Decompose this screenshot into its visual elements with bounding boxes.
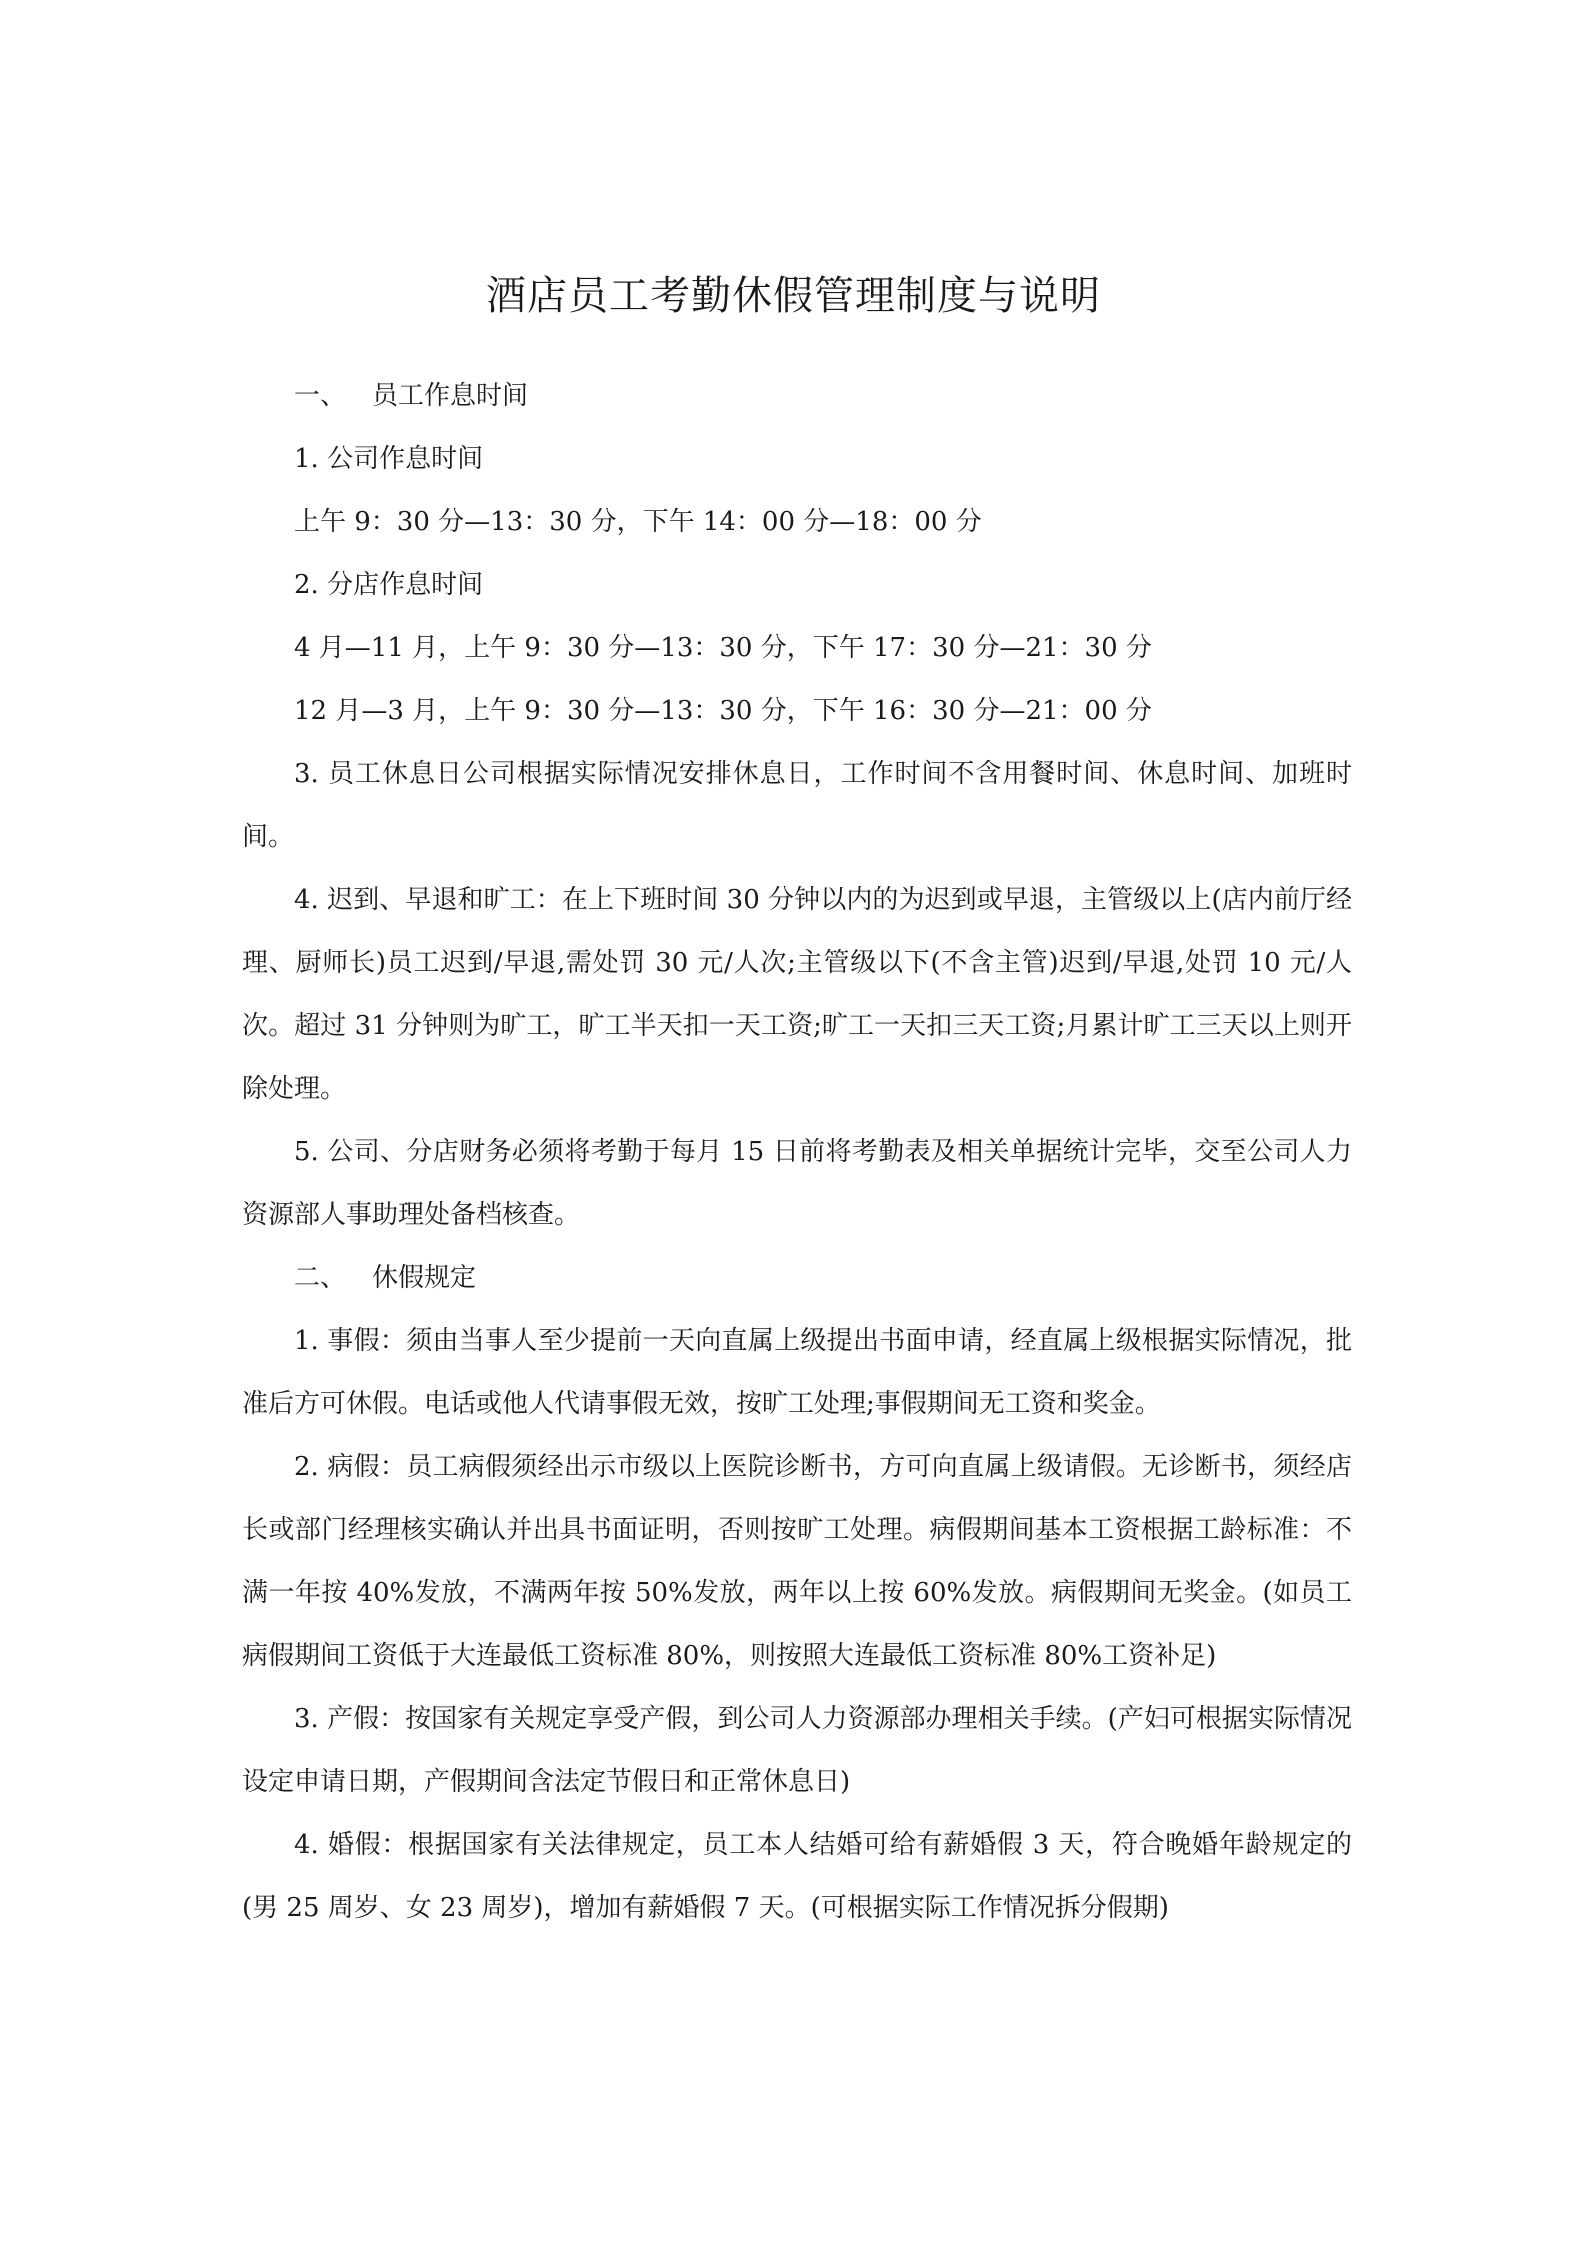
page-title: 酒店员工考勤休假管理制度与说明 (486, 273, 1101, 319)
section-heading (242, 1247, 1352, 1310)
paragraph: 1. 公司作息时间 (294, 444, 484, 474)
paragraph: 2. 分店作息时间 (294, 570, 484, 600)
paragraph: 12 月—3 月，上午 9：30 分—13：30 分，下午 16：30 分—21：00 分 (294, 696, 1152, 726)
section-heading (242, 365, 1352, 428)
paragraph: 4. 婚假：根据国家有关法律规定，员工本人结婚可给有薪婚假 3 天，符合晚婚年龄规定的(男 25 周岁、女 23 周岁)，增加有薪婚假 7 天。(可根据实际工作情况拆分假期) (242, 1830, 1352, 1923)
section-number: 二、 (294, 1263, 347, 1293)
paragraph: 4 月—11 月，上午 9：30 分—13：30 分，下午 17：30 分—21：30 分 (294, 633, 1152, 663)
paragraph: 3. 产假：按国家有关规定享受产假，到公司人力资源部办理相关手续。(产妇可根据实际情况设定申请日期，产假期间含法定节假日和正常休息日) (242, 1704, 1352, 1797)
paragraph: 上午 9：30 分—13：30 分，下午 14：00 分—18：00 分 (294, 507, 982, 537)
document-body (242, 365, 1352, 1940)
paragraph: 3. 员工休息日公司根据实际情况安排休息日，工作时间不含用餐时间、休息时间、加班时间。 (242, 759, 1352, 852)
paragraph: 5. 公司、分店财务必须将考勤于每月 15 日前将考勤表及相关单据统计完毕，交至公司人力资源部人事助理处备档核查。 (242, 1137, 1352, 1230)
section-number: 一、 (294, 381, 347, 411)
paragraph: 4. 迟到、早退和旷工：在上下班时间 30 分钟以内的为迟到或早退，主管级以上(店内前厅经理、厨师长)员工迟到/早退,需处罚 30 元/人次;主管级以下(不含主管)迟到/早退,处罚 10 元/人次。超过 31 分钟则为旷工，旷工半天扣一天工资;旷工一天扣三天工资;月累计旷工三天以上则开除处理。 (242, 885, 1352, 1104)
paragraph: 1. 事假：须由当事人至少提前一天向直属上级提出书面申请，经直属上级根据实际情况，批准后方可休假。电话或他人代请事假无效，按旷工处理;事假期间无工资和奖金。 (242, 1326, 1352, 1419)
paragraph: 2. 病假：员工病假须经出示市级以上医院诊断书，方可向直属上级请假。无诊断书，须经店长或部门经理核实确认并出具书面证明，否则按旷工处理。病假期间基本工资根据工龄标准：不满一年按 40%发放，不满两年按 50%发放，两年以上按 60%发放。病假期间无奖金。(如员工病假期间工资低于大连最低工资标准 80%，则按照大连最低工资标准 80%工资补足) (242, 1452, 1352, 1671)
section-title: 员工作息时间 (372, 381, 529, 411)
section-title: 休假规定 (372, 1263, 477, 1293)
